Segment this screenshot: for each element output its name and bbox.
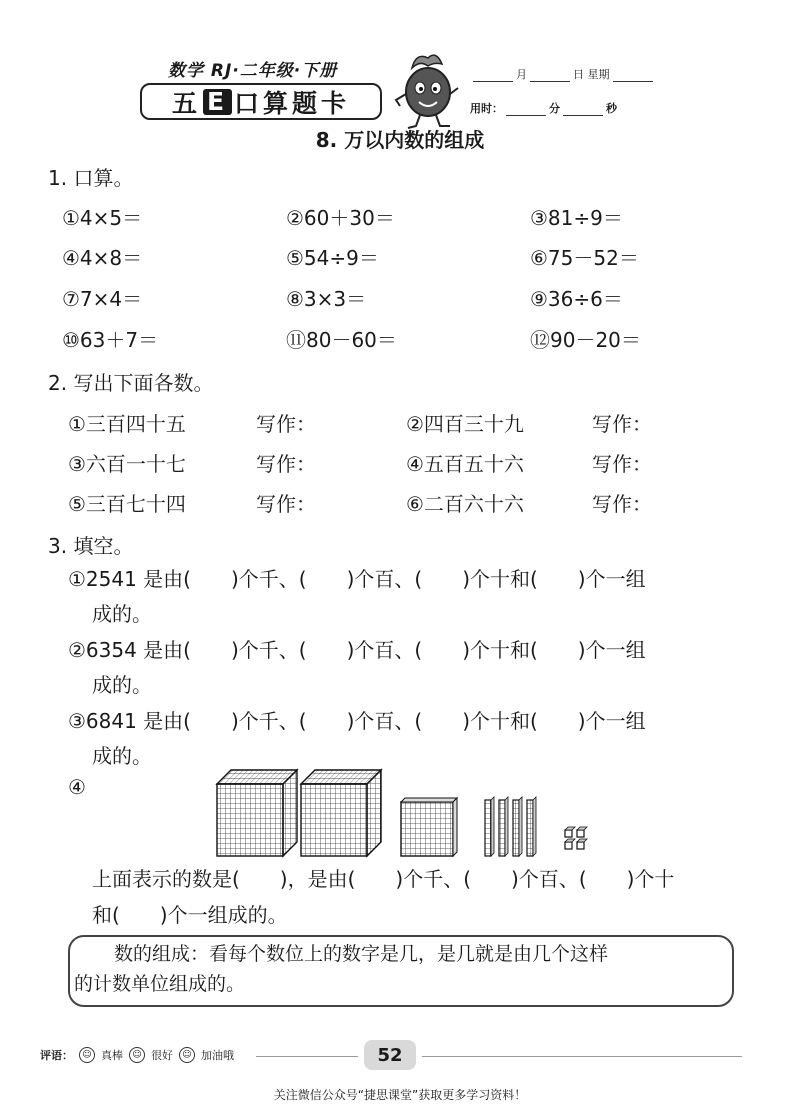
tip-text — [74, 939, 722, 999]
calc-item: ②60＋30＝ — [286, 206, 395, 230]
hundred-flat — [401, 798, 457, 856]
write-label: 写作： — [592, 412, 652, 436]
calc-item: ⑦7×4＝ — [62, 287, 143, 311]
number-word: ③六百一十七 — [68, 452, 186, 476]
brand-post: 口算题卡 — [234, 88, 351, 118]
calc-item: ④4×8＝ — [62, 246, 143, 270]
lesson-title: 8. 万以内数的组成 — [315, 128, 485, 152]
calc-item: ⑨36÷6＝ — [530, 287, 623, 311]
fill-question-1-cont: 成的。 — [92, 602, 152, 626]
evaluation-bar — [40, 1047, 234, 1063]
unit-cube — [565, 839, 575, 849]
calc-item: ⑤54÷9＝ — [286, 246, 379, 270]
fill-question-4-label: ④ — [68, 775, 86, 799]
write-label: 写作： — [592, 452, 652, 476]
unit-cube — [565, 827, 575, 837]
eval-keep-going: 加油哦 — [201, 1049, 234, 1062]
keep-going-face-icon: ☺ — [179, 1047, 195, 1063]
footer-divider-right — [422, 1056, 742, 1057]
section-1-title: 1. 口算。 — [48, 166, 134, 190]
ten-rod — [527, 797, 536, 856]
brand-logo — [140, 83, 382, 120]
number-word: ④五百五十六 — [406, 452, 524, 476]
fill-question-2-cont: 成的。 — [92, 673, 152, 697]
number-word: ①三百四十五 — [68, 412, 186, 436]
brand-pre: 五 — [171, 88, 201, 118]
eval-label: 评语： — [40, 1049, 73, 1062]
calc-item: ⑥75－52＝ — [530, 246, 639, 270]
number-word: ⑥二百六十六 — [406, 492, 524, 516]
calc-item: ⑫90－20＝ — [530, 328, 641, 352]
tip-line-1: 数的组成：看每个数位上的数字是几，是几就是由几个这样 — [114, 943, 609, 965]
write-label: 写作： — [256, 452, 316, 476]
calc-item: ⑩63＋7＝ — [62, 328, 159, 352]
fill-question-4-line2: 和( )个一组成的。 — [92, 903, 288, 927]
calc-item: ③81÷9＝ — [530, 206, 623, 230]
brand-e: E — [203, 89, 232, 115]
calc-item: ⑧3×3＝ — [286, 287, 367, 311]
tip-line-2: 的计数单位组成的。 — [74, 973, 246, 995]
unit-cube — [577, 827, 587, 837]
footer-divider-left — [256, 1056, 358, 1057]
wechat-notice: 关注微信公众号“捷思课堂”获取更多学习资料！ — [273, 1088, 527, 1102]
thousand-cube — [217, 770, 297, 856]
workbook-subtitle: 数学 RJ·二年级·下册 — [168, 61, 338, 81]
fill-question-1: ①2541 是由( )个千、( )个百、( )个十和( )个一组 — [68, 567, 646, 591]
section-2-title: 2. 写出下面各数。 — [48, 371, 214, 395]
ten-rod — [499, 797, 508, 856]
good-face-icon: ☺ — [129, 1047, 145, 1063]
base-ten-blocks-illustration — [215, 768, 595, 860]
number-word: ②四百三十九 — [406, 412, 524, 436]
fill-question-3: ③6841 是由( )个千、( )个百、( )个十和( )个一组 — [68, 709, 646, 733]
write-label: 写作： — [256, 492, 316, 516]
write-label: 写作： — [592, 492, 652, 516]
calc-item: ⑪80－60＝ — [286, 328, 397, 352]
great-face-icon: ☺ — [79, 1047, 95, 1063]
time-field: 用时： 分 秒 — [470, 102, 617, 115]
fill-question-3-cont: 成的。 — [92, 744, 152, 768]
eval-great: 真棒 — [101, 1049, 123, 1062]
number-word: ⑤三百七十四 — [68, 492, 186, 516]
calc-item: ①4×5＝ — [62, 206, 143, 230]
ten-rod — [513, 797, 522, 856]
section-3-title: 3. 填空。 — [48, 534, 134, 558]
thousand-cube — [301, 770, 381, 856]
write-label: 写作： — [256, 412, 316, 436]
mascot-illustration — [392, 48, 462, 130]
unit-cube — [577, 839, 587, 849]
eval-good: 很好 — [151, 1049, 173, 1062]
date-field: 月 日 星期 — [470, 66, 656, 82]
fill-question-2: ②6354 是由( )个千、( )个百、( )个十和( )个一组 — [68, 638, 646, 662]
page-number: 52 — [364, 1040, 416, 1070]
fill-question-4-line1: 上面表示的数是( )，是由( )个千、( )个百、( )个十 — [92, 867, 675, 891]
ten-rod — [485, 797, 494, 856]
